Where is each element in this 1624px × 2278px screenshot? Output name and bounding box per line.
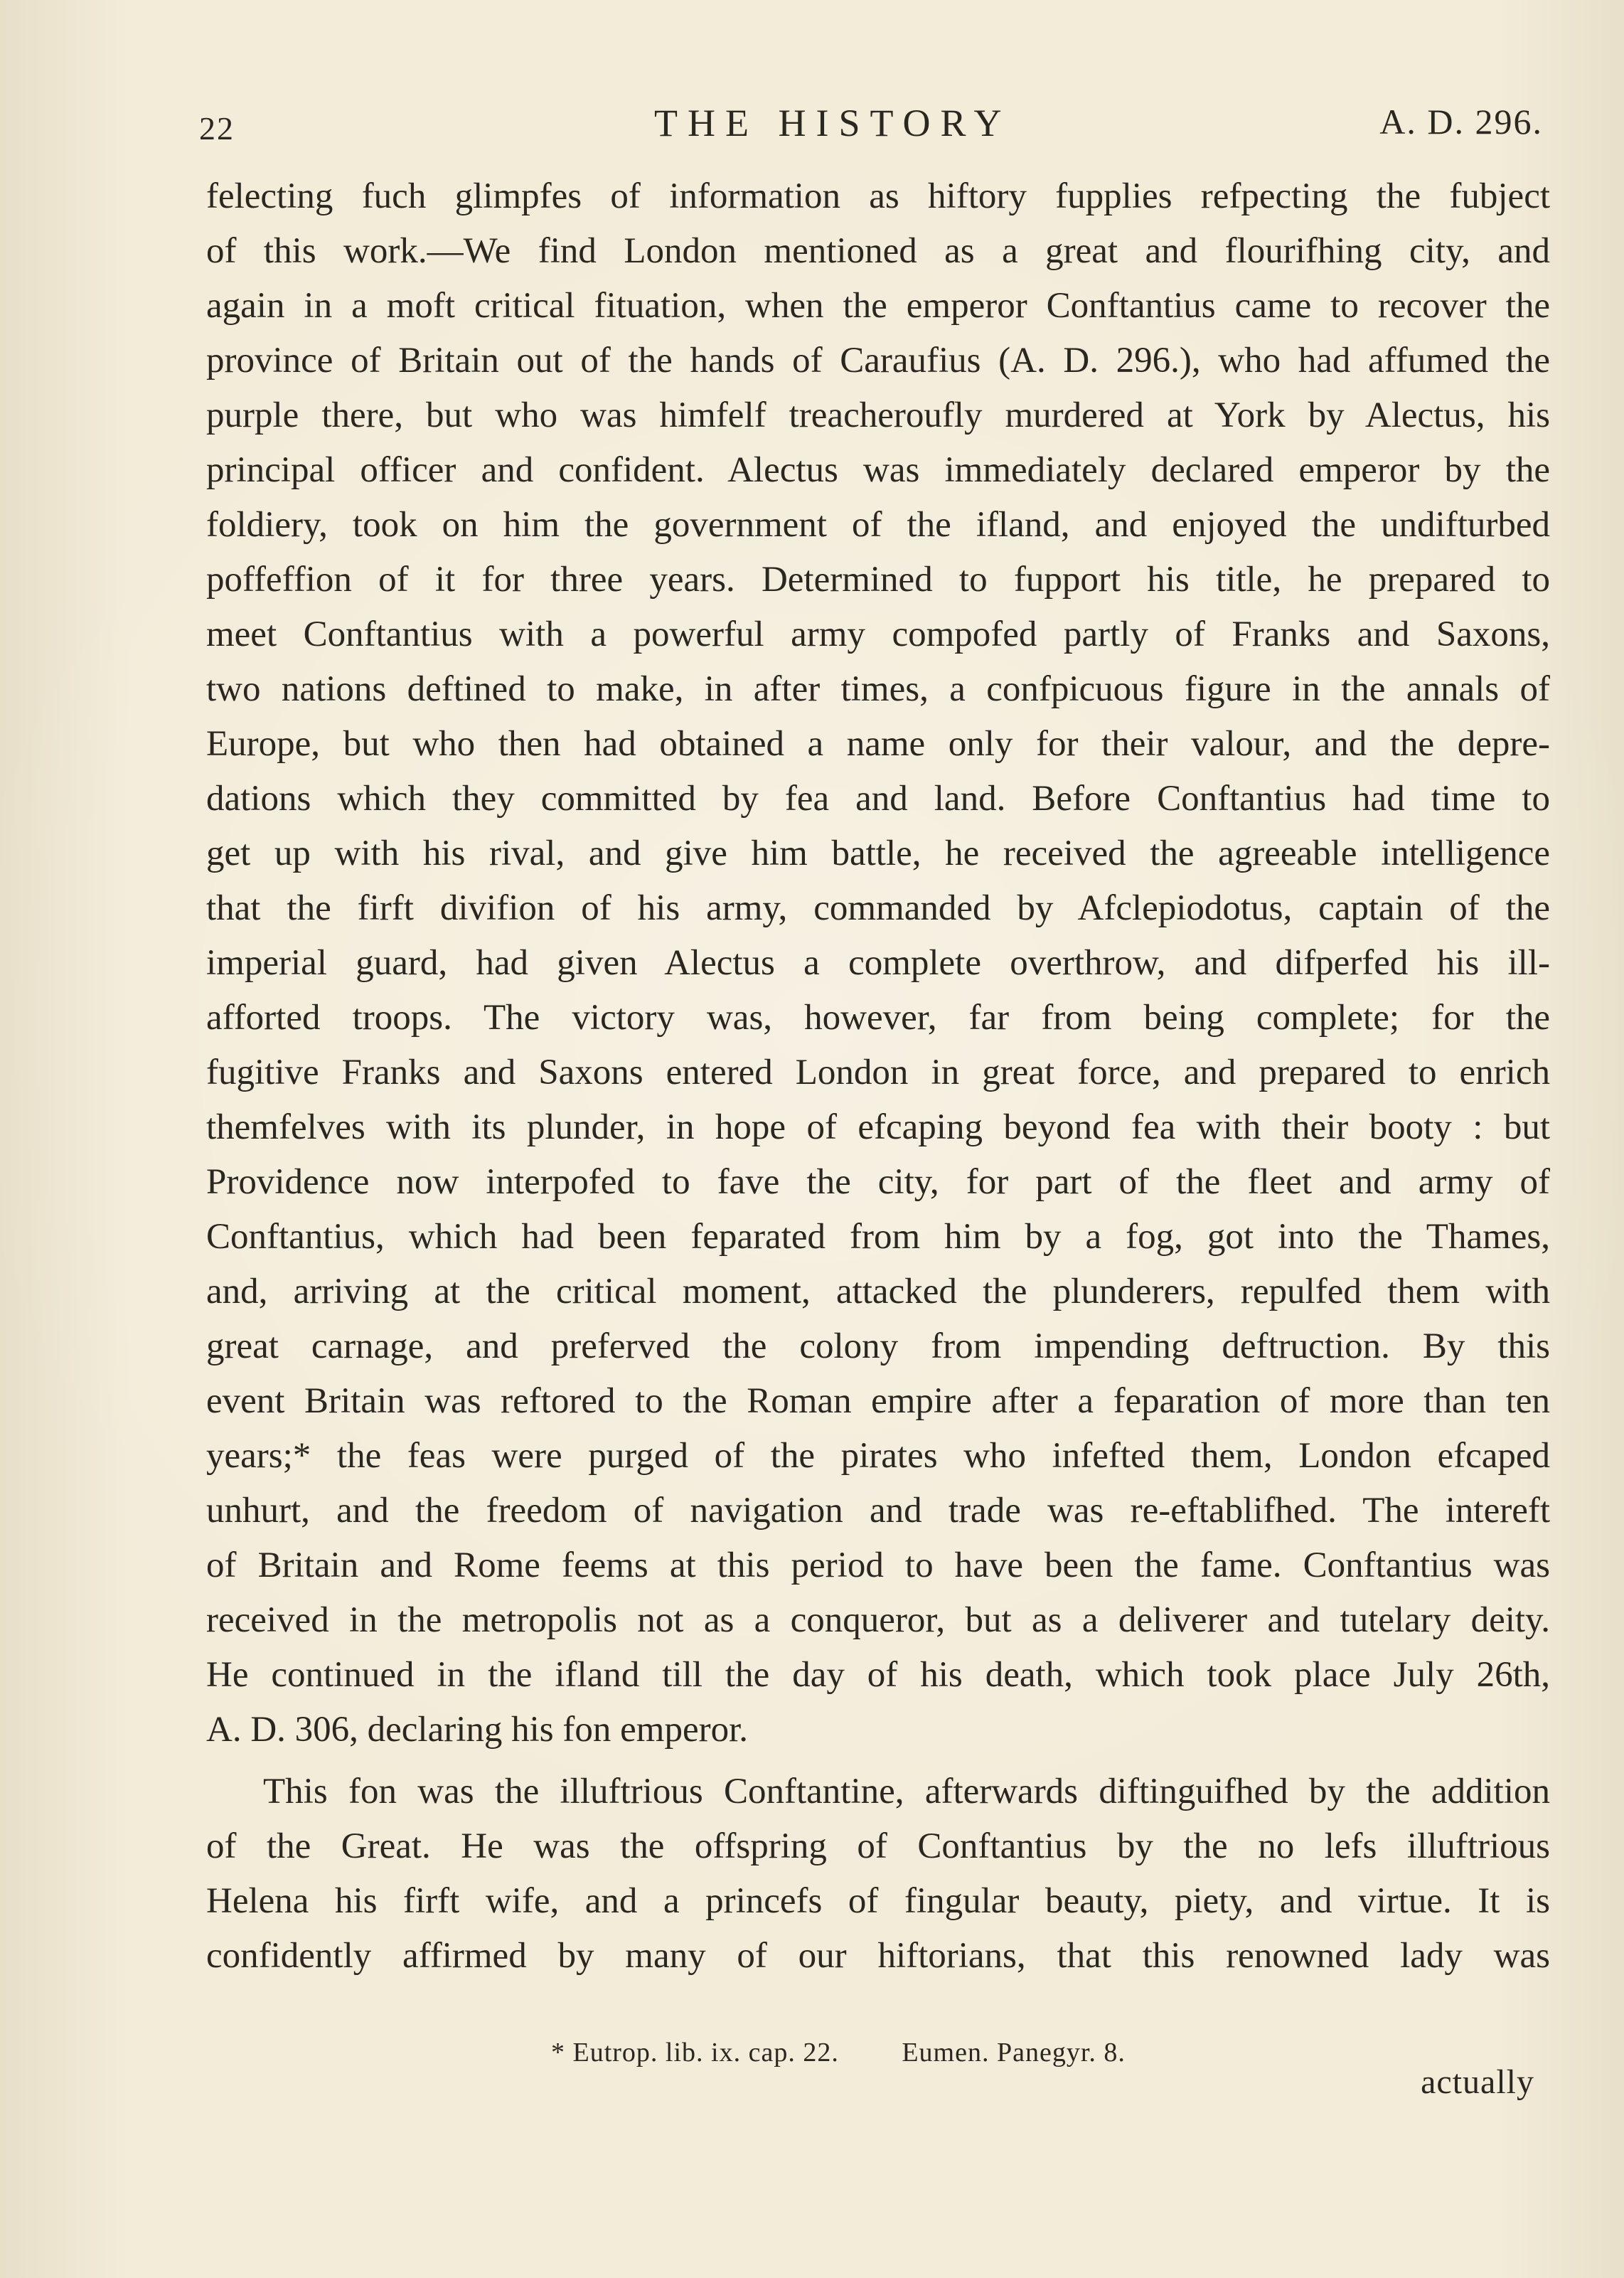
text-line: of this work.—We find London mentioned as a great and flourifhing city, and [206, 231, 1550, 271]
text-line: fugitive Franks and Saxons entered London in great force, and prepared to enrich [206, 1053, 1550, 1092]
text-line: great carnage, and preferved the colony from impending deftruction. By this [206, 1326, 1550, 1366]
text-line: two nations deftined to make, in after times, a confpicuous figure in the annals of [206, 669, 1550, 709]
text-line: Conftantius, which had been feparated from him by a fog, got into the Thames, [206, 1217, 1550, 1257]
text-line: years;* the feas were purged of the pirates who infefted them, London efcaped [206, 1436, 1550, 1476]
text-line: dations which they committed by fea and land. Before Conftantius had time to [206, 779, 1550, 819]
text-line: themfelves with its plunder, in hope of efcaping beyond fea with their booty : but [206, 1107, 1550, 1147]
text-line: get up with his rival, and give him battle, he received the agreeable intelligence [206, 834, 1550, 873]
text-line: province of Britain out of the hands of Caraufius (A. D. 296.), who had affumed the [206, 341, 1550, 380]
running-head [192, 97, 1543, 154]
text-line: felecting fuch glimpfes of information as hiftory fupplies refpecting the fubject [206, 176, 1550, 216]
text-line: Providence now interpofed to fave the city, for part of the fleet and army of [206, 1162, 1550, 1202]
running-date: A. D. 296. [1379, 102, 1543, 142]
text-line: event Britain was reftored to the Roman empire after a feparation of more than ten [206, 1381, 1550, 1421]
text-line: imperial guard, had given Alectus a complete overthrow, and difperfed his ill- [206, 943, 1550, 983]
text-line: Europe, but who then had obtained a name only for their valour, and the depre- [206, 724, 1550, 764]
text-line: that the firft divifion of his army, commanded by Afclepiodotus, captain of the [206, 888, 1550, 928]
text-line: purple there, but who was himfelf treacheroufly murdered at York by Alectus, his [206, 395, 1550, 435]
text-line: foldiery, took on him the government of the ifland, and enjoyed the undifturbed [206, 505, 1550, 545]
text-line: This fon was the illuftrious Conftantine, afterwards diftinguifhed by the addition [263, 1772, 1550, 1811]
catchword: actually [1421, 2063, 1534, 2101]
text-line: Helena his firft wife, and a princefs of fingular beauty, piety, and virtue. It is [206, 1881, 1550, 1921]
page-number: 22 [199, 110, 235, 147]
text-line: meet Conftantius with a powerful army compofed partly of Franks and Saxons, [206, 614, 1550, 654]
paragraph-1 [206, 169, 1550, 1757]
text-line: and, arriving at the critical moment, attacked the plunderers, repulfed them with [206, 1272, 1550, 1311]
footnote-citation: Eumen. Panegyr. 8. [902, 2038, 1126, 2067]
text-line: principal officer and confident. Alectus was immediately declared emperor by the [206, 450, 1550, 490]
text-line: again in a moft critical fituation, when the emperor Conftantius came to recover the [206, 286, 1550, 326]
text-line: afforted troops. The victory was, however, far from being complete; for the [206, 998, 1550, 1038]
footnote [551, 2037, 1126, 2068]
running-title: THE HISTORY [654, 102, 1012, 144]
text-line: received in the metropolis not as a conqueror, but as a deliverer and tutelary deity. [206, 1600, 1550, 1640]
text-line: A. D. 306, declaring his fon emperor. [206, 1710, 748, 1750]
text-line: of the Great. He was the offspring of Conftantius by the no lefs illuftrious [206, 1826, 1550, 1866]
text-line: of Britain and Rome feems at this period to have been the fame. Conftantius was [206, 1545, 1550, 1585]
text-line: unhurt, and the freedom of navigation and trade was re-eftablifhed. The intereft [206, 1491, 1550, 1531]
footnote-citation: * Eutrop. lib. ix. cap. 22. [551, 2038, 839, 2067]
text-line: He continued in the ifland till the day of his death, which took place July 26th, [206, 1655, 1550, 1695]
main-text [206, 169, 1550, 1984]
paragraph-2 [206, 1765, 1550, 1984]
text-line: confidently affirmed by many of our hiftorians, that this renowned lady was [206, 1936, 1550, 1976]
text-line: poffeffion of it for three years. Determined to fupport his title, he prepared to [206, 560, 1550, 600]
